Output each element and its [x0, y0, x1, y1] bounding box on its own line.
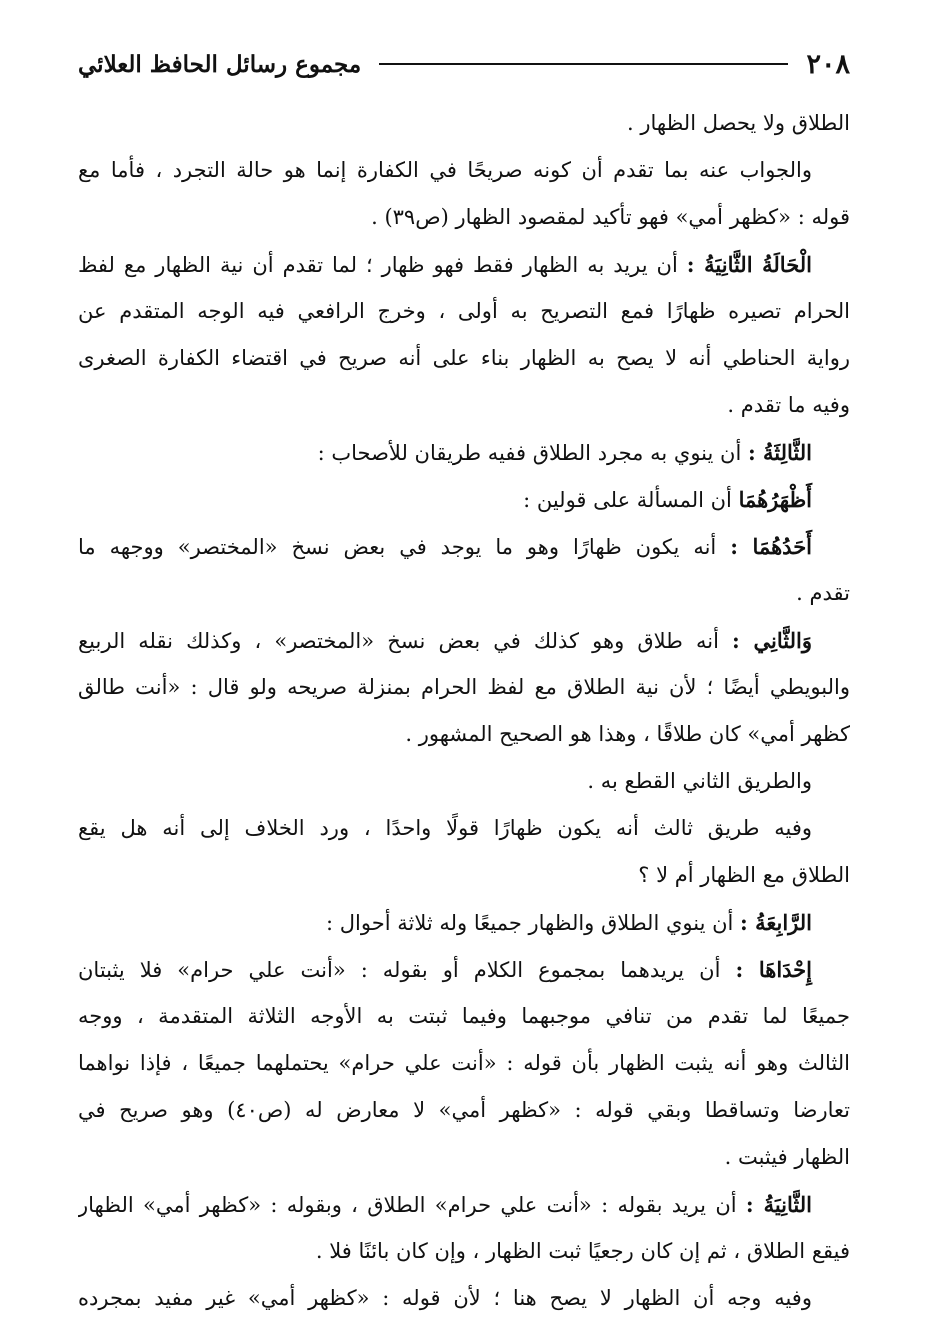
- line-text: أن يريد به الظهار فقط فهو ظهار ؛ لما تقدم أن نية الظهار مع لفظ: [78, 253, 687, 277]
- line-text: فيقع الطلاق ، ثم إن كان رجعيًا ثبت الظهار ، وإن كان بائنًا فلا .: [315, 1239, 850, 1263]
- line-text: والجواب عنه بما تقدم أن كونه صريحًا في الكفارة إنما هو حالة التجرد ، فأما مع: [78, 158, 812, 182]
- line-lead: الْحَالَةُ الثَّانِيَةُ :: [686, 252, 812, 277]
- line-text: والطريق الثاني القطع به .: [587, 769, 812, 793]
- text-line: [78, 1087, 850, 1134]
- running-title: مجموع رسائل الحافظ العلائي: [78, 50, 362, 78]
- line-text: تقدم .: [796, 581, 850, 605]
- body-text: [78, 100, 850, 1322]
- line-text: وفيه ما تقدم .: [727, 393, 850, 417]
- header-rule: [379, 63, 788, 65]
- line-lead: الثَّالِثَةُ :: [747, 440, 812, 465]
- text-line: [78, 1040, 850, 1087]
- line-text: أن يريدهما بمجموع الكلام أو بقوله : «أنت علي حرام» فلا يثبتان: [78, 958, 736, 982]
- text-line: [78, 288, 850, 335]
- line-text: أن ينوي الطلاق والظهار جميعًا وله ثلاثة أحوال :: [326, 911, 741, 935]
- line-text: رواية الحناطي أنه لا يصح به الظهار بناء على أنه صريح في اقتضاء الكفارة الصغرى: [78, 346, 850, 370]
- text-line: [78, 476, 850, 523]
- line-text: جميعًا لما تقدم من تنافي موجبهما وفيما ثبتت به الأوجه الثلاثة المتقدمة ، ووجه: [78, 1004, 850, 1028]
- line-text: وفيه وجه أن الظهار لا يصح هنا ؛ لأن قوله : «كظهر أمي» غير مفيد بمجرده: [78, 1286, 812, 1310]
- line-text: كظهر أمي» كان طلاقًا ، وهذا هو الصحيح المشهور .: [405, 722, 850, 746]
- text-line: [78, 241, 850, 288]
- text-line: [78, 1134, 850, 1181]
- text-line: [78, 758, 850, 805]
- line-text: أن يريد بقوله : «أنت علي حرام» الطلاق ، وبقوله : «كظهر أمي» الظهار: [78, 1193, 746, 1217]
- text-line: [78, 147, 850, 194]
- line-text: الظهار فيثبت .: [724, 1145, 850, 1169]
- line-text: قوله : «كظهر أمي» فهو تأكيد لمقصود الظهار (ص٣٩) .: [371, 205, 850, 229]
- text-line: [78, 1275, 850, 1322]
- text-line: [78, 852, 850, 899]
- line-text: الطلاق مع الظهار أم لا ؟: [638, 863, 850, 887]
- line-text: والبويطي أيضًا ؛ لأن نية الطلاق مع لفظ الحرام بمنزلة صريحه ولو قال : «أنت طالق: [78, 675, 850, 699]
- page-number: ٢٠٨: [806, 48, 850, 80]
- line-text: أنه يكون ظهارًا وهو ما يوجد في بعض نسخ «المختصر» ووجهه ما: [78, 535, 731, 559]
- text-line: [78, 429, 850, 476]
- line-text: تعارضا وتساقطا وبقي قوله : «كظهر أمي» لا معارض له (ص٤٠) وهو صريح في: [78, 1098, 850, 1122]
- line-text: وفيه طريق ثالث أنه يكون ظهارًا قولًا واحدًا ، ورد الخلاف إلى أنه هل يقع: [78, 816, 812, 840]
- line-text: أن ينوي به مجرد الطلاق ففيه طريقان للأصحاب :: [317, 441, 748, 465]
- line-text: الطلاق ولا يحصل الظهار .: [627, 111, 850, 135]
- line-text: الحرام تصيره ظهارًا فمع التصريح به أولى ، وخرج الرافعي فيه الوجه المتقدم عن: [78, 299, 850, 323]
- line-lead: إِحْدَاهَا :: [735, 957, 812, 982]
- line-text: أن المسألة على قولين :: [523, 488, 739, 512]
- line-text: أنه طلاق وهو كذلك في بعض نسخ «المختصر» ، وكذلك نقله الربيع: [78, 629, 733, 653]
- text-line: [78, 382, 850, 429]
- line-lead: الثَّانِيَةُ :: [745, 1192, 812, 1217]
- text-line: [78, 805, 850, 852]
- text-line: [78, 946, 850, 993]
- text-line: [78, 1228, 850, 1275]
- text-line: [78, 993, 850, 1040]
- text-line: [78, 899, 850, 946]
- text-line: [78, 100, 850, 147]
- text-line: [78, 194, 850, 241]
- text-line: [78, 335, 850, 382]
- text-line: [78, 1181, 850, 1228]
- line-text: الثالث وهو أنه يثبت الظهار بأن قوله : «أنت علي حرام» يحتملهما جميعًا ، فإذا نواهما: [78, 1051, 850, 1075]
- line-lead: أَظْهَرُهُمَا: [738, 487, 812, 512]
- page-header: [78, 44, 850, 84]
- text-line: [78, 523, 850, 570]
- line-lead: وَالثَّانِي :: [732, 628, 812, 653]
- text-line: [78, 711, 850, 758]
- text-line: [78, 664, 850, 711]
- line-lead: الرَّابِعَةُ :: [740, 910, 812, 935]
- line-lead: أَحَدُهُمَا :: [730, 534, 813, 559]
- text-line: [78, 570, 850, 617]
- text-line: [78, 617, 850, 664]
